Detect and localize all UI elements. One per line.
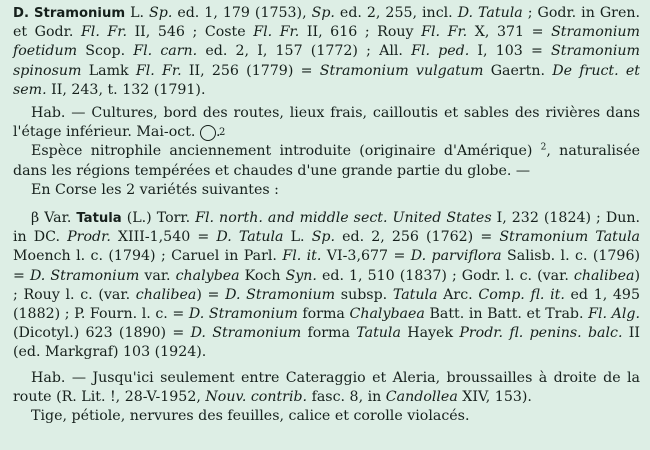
species-name: D. Stramonium <box>13 6 126 21</box>
species-entry: D. Stramonium L. Sp. ed. 1, 179 (1753), Sp. ed. 2, 255, incl. D. Tatula ; Godr. in Gren. et Godr. Fl. Fr. II, 546 ; Coste Fl. Fr. II, 616 ; Rouy Fl. Fr. X, 371 = Stramonium foetidum Scop. Fl. carn. ed. 2, I, 157 (1772) ; All. Fl. ped. I, 103 = Stramonium spinosum Lamk Fl. Fr. II, 256 (1779) = Stramonium vulgatum Gaertn. De fruct. et sem. II, 243, t. 132 (1791). <box>13 5 641 98</box>
corse-line: En Corse les 2 variétés suivantes : <box>31 181 279 198</box>
variety-name: Tatula <box>76 211 122 227</box>
tige-line: Tige, pétiole, nervures des feuilles, calice et corolle violacés. <box>31 408 470 425</box>
espece-paragraph: Espèce nitrophile anciennement introduite (originaire d'Amérique) $^2$, naturalisée dans les régions tempérées et chaudes d'une grande partie du globe. — <box>13 142 640 179</box>
footnote-ref: 2 <box>540 142 547 153</box>
variety-entry: β Var. Tatula (L.) Torr. Fl. north. and middle sect. United States I, 232 (1824) ; Dun. in DC. Prodr. XIII-1,540 = D. Tatula L. Sp. ed. 2, 256 (1762) = Stramonium Tatula Moench l. c. (1794) ; Caruel in Parl. Fl. it. VI-3,677 = D. parviflora Salisb. l. c. (1796) = D. Stramonium var. chalybea Koch Syn. ed. 1, 510 (1837) ; Godr. l. c. (var. chalibea) ; Rouy l. c. (var. chalibea) = D. Stramonium subsp. Tatula Arc. Comp. fl. it. ed 1, 495 (1882) ; P. Fourn. l. c. = D. Stramonium forma Chalybaea Batt. in Batt. et Trab. Fl. Alg. (Dicotyl.) 623 (1890) = D. Stramonium forma Tatula Hayek Prodr. fl. penins. balc. II (ed. Markgraf) 103 (1924). <box>13 210 641 361</box>
habitat-paragraph: Hab. — Cultures, bord des routes, lieux frais, cailloutis et sables des rivières dans l'étage inférieur. Mai-oct. 2. <box>13 105 640 141</box>
circled-number: 2 <box>200 125 216 141</box>
habitat-corse-paragraph: Hab. — Jusqu'ici seulement entre Cateraggio et Aleria, broussailles à droite de la route (R. Lit. !, 28-V-1952, Nouv. contrib. fasc. 8, in Candollea XIV, 153). <box>13 369 640 405</box>
